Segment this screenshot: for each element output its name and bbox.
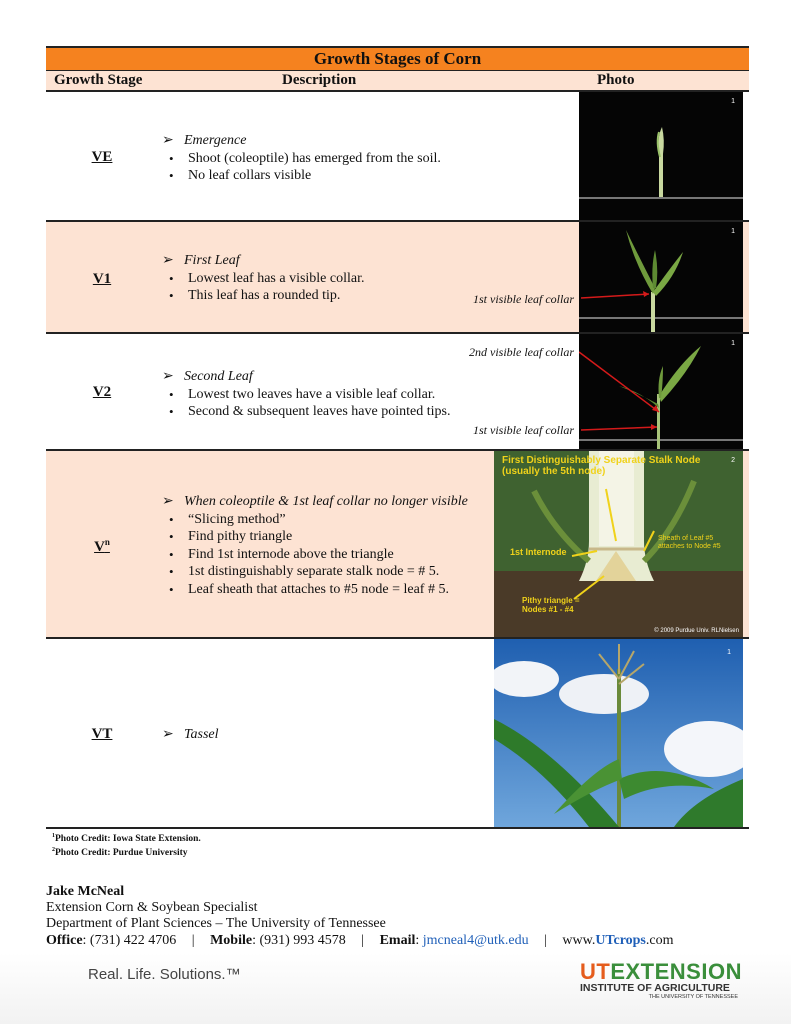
stage-letter: V <box>94 539 105 555</box>
contact-line: Office: (731) 422 4706 | Mobile: (931) 993 4578 | Email: jmcneal4@utk.edu | www.UTcrops.com <box>46 933 674 948</box>
stage-label <box>46 537 158 556</box>
logo-institute: INSTITUTE OF AGRICULTURE <box>580 982 730 994</box>
stage-description <box>162 132 441 185</box>
photo-label-pithy-line2: Nodes #1 - #4 <box>522 605 574 614</box>
photo-credit-number: 1 <box>731 228 735 235</box>
mobile-phone: (931) 993 4578 <box>259 933 346 948</box>
list-item: • 1st distinguishably separate stalk node = # 5. <box>162 563 468 581</box>
corn-shoot-illustration <box>579 92 743 220</box>
list-item: • Leaf sheath that attaches to #5 node = leaf # 5. <box>162 581 468 599</box>
logo-ut: UT <box>580 959 611 984</box>
photo-label-sheath-line1: Sheath of Leaf #5 <box>658 535 714 542</box>
list-item: • No leaf collars visible <box>162 167 441 185</box>
collar-label-1: 1st visible leaf collar <box>473 292 574 306</box>
collar-label-1: 1st visible leaf collar <box>473 423 574 437</box>
photo-credit-number: 1 <box>731 98 735 105</box>
list-item: • Second & subsequent leaves have pointed tips. <box>162 403 450 421</box>
ut-extension-logo <box>580 959 742 1000</box>
stage-description <box>162 726 219 744</box>
list-item: • Lowest leaf has a visible collar. <box>162 270 365 288</box>
photo-vn <box>494 451 743 637</box>
row-vn <box>46 451 749 639</box>
stage-heading: Tassel <box>184 727 219 742</box>
website-link[interactable]: www.UTcrops.com <box>562 933 674 948</box>
corn-v2-illustration <box>579 334 743 449</box>
email-label: Email <box>379 933 416 948</box>
arrow-bullet-icon: ➢ <box>162 494 174 509</box>
corn-tassel-illustration <box>494 639 743 827</box>
author-department: Department of Plant Sciences – The University of Tennessee <box>46 916 386 931</box>
photo-label-sheath-line2: attaches to Node #5 <box>658 543 721 550</box>
stage-description <box>162 252 365 305</box>
header-description: Description <box>282 72 357 88</box>
photo-label-pithy <box>522 596 580 614</box>
credit-1: Photo Credit: Iowa State Extension. <box>55 834 201 845</box>
list-item: • Find pithy triangle <box>162 528 468 546</box>
photo-credit-number: 1 <box>727 649 731 656</box>
stage-heading: Second Leaf <box>184 369 253 384</box>
collar-label-2: 2nd visible leaf collar <box>469 345 574 359</box>
header-photo: Photo <box>597 72 635 88</box>
list-item: • This leaf has a rounded tip. <box>162 287 365 305</box>
header-growth-stage: Growth Stage <box>54 72 143 88</box>
photo-copyright: © 2009 Purdue Univ. RLNielsen <box>654 628 739 634</box>
photo-label-node <box>502 455 700 477</box>
author-block <box>46 884 386 932</box>
photo-label-internode: 1st Internode <box>510 547 567 557</box>
photo-v1 <box>579 222 743 332</box>
photo-label-pithy-line1: Pithy triangle = <box>522 596 580 605</box>
stage-superscript: n <box>104 537 110 547</box>
office-phone: (731) 422 4706 <box>89 933 177 948</box>
photo-credit-number: 1 <box>731 340 735 347</box>
arrow-bullet-icon: ➢ <box>162 253 174 268</box>
credit-2: Photo Credit: Purdue University <box>55 848 188 859</box>
row-vt <box>46 639 749 829</box>
list-item: • Shoot (coleoptile) has emerged from the soil. <box>162 150 441 168</box>
stage-heading: When coleoptile & 1st leaf collar no longer visible <box>184 494 468 509</box>
photo-label-sheath <box>658 535 721 551</box>
photo-credit-number: 2 <box>731 457 735 464</box>
list-item: • Lowest two leaves have a visible leaf collar. <box>162 386 450 404</box>
photo-ve <box>579 92 743 220</box>
stage-label: VE <box>91 149 113 165</box>
row-v1 <box>46 222 749 334</box>
row-v2 <box>46 334 749 451</box>
stage-description <box>162 493 468 598</box>
slogan: Real. Life. Solutions.™ <box>88 966 241 983</box>
stage-heading: First Leaf <box>184 253 240 268</box>
table-title: Growth Stages of Corn <box>46 46 749 71</box>
office-label: Office <box>46 933 83 948</box>
arrow-bullet-icon: ➢ <box>162 133 174 148</box>
stage-label: V1 <box>92 271 112 287</box>
stage-description <box>162 368 450 421</box>
author-name: Jake McNeal <box>46 884 125 899</box>
stage-label: V2 <box>92 384 112 400</box>
photo-vt <box>494 639 743 827</box>
email-link[interactable]: jmcneal4@utk.edu <box>422 933 529 948</box>
stage-label: VT <box>91 726 113 742</box>
logo-extension: EXTENSION <box>610 959 742 984</box>
corn-v1-illustration <box>579 222 743 332</box>
arrow-bullet-icon: ➢ <box>162 369 174 384</box>
logo-university: THE UNIVERSITY OF TENNESSEE <box>648 994 738 1000</box>
row-ve <box>46 92 749 222</box>
list-item: • Find 1st internode above the triangle <box>162 546 468 564</box>
table-header <box>46 71 749 92</box>
photo-v2 <box>579 334 743 449</box>
stage-heading: Emergence <box>184 133 247 148</box>
photo-credits: $^1$Photo Credit: Iowa State Extension. $^2$Photo Credit: Purdue University <box>52 833 201 859</box>
photo-label-node-line2: (usually the 5th node) <box>502 466 606 477</box>
list-item: • “Slicing method” <box>162 511 468 529</box>
author-role: Extension Corn & Soybean Specialist <box>46 900 258 915</box>
arrow-bullet-icon: ➢ <box>162 727 174 742</box>
photo-label-node-line1: First Distinguishably Separate Stalk Node <box>502 455 701 466</box>
mobile-label: Mobile <box>210 933 253 948</box>
